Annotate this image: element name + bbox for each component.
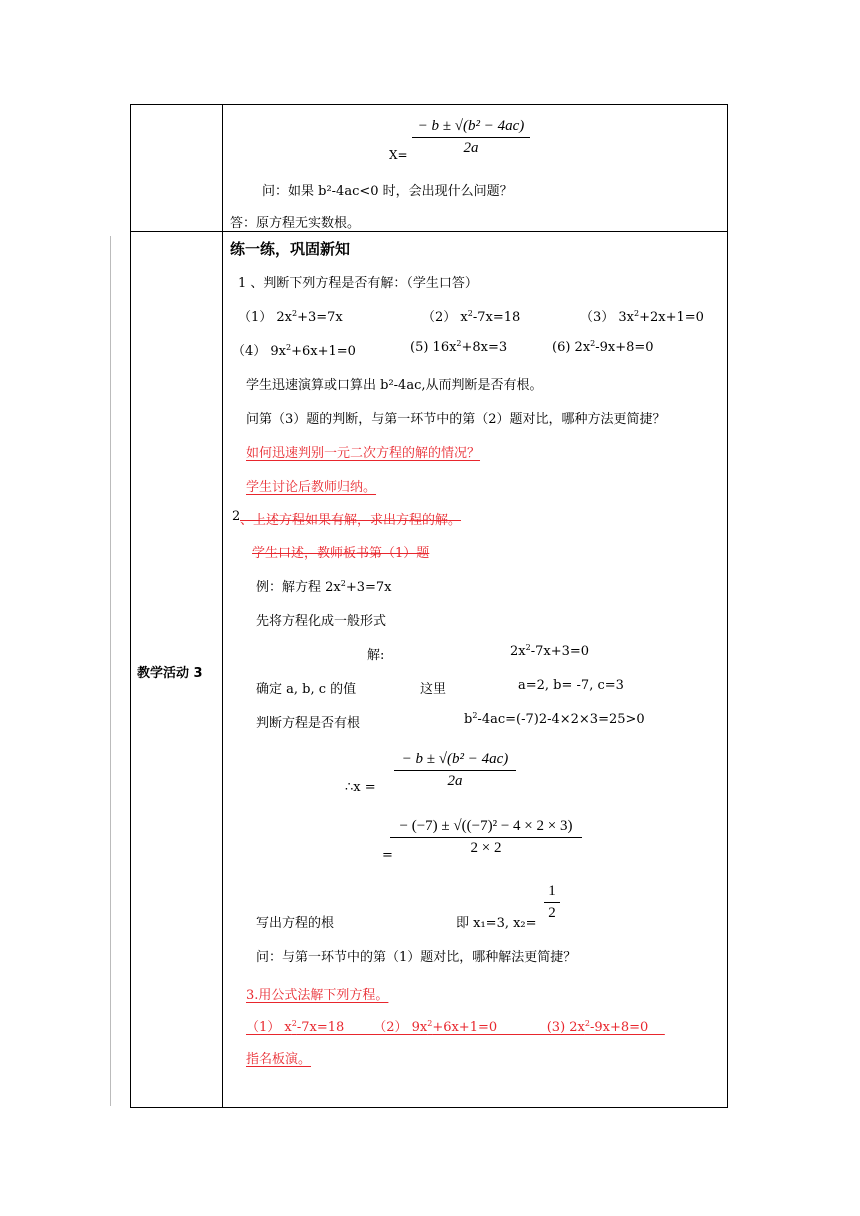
table-border-top [130,104,728,105]
step-general-form: 先将方程化成一般形式 [256,614,387,629]
q1-item-4: （4） $9x^2+6x+1=0$ [232,343,356,359]
margin-rule [110,236,111,1106]
table-border-left [130,104,131,1108]
judge-label: 判断方程是否有根 [256,716,361,731]
section-title: 练一练，巩固新知 [230,240,351,258]
table-border-bottom [130,1107,728,1108]
roots-label: 写出方程的根 [256,916,335,931]
fraction-bar [412,137,530,138]
q1-note-2: 问第（3）题的判断，与第一环节中的第（2）题对比，哪种方法更简捷？ [246,412,666,427]
half-fraction [544,883,560,922]
q1-red-question: 如何迅速判别一元二次方程的解的情况？ [246,446,481,461]
fraction-bar [390,837,582,838]
formula-2-denominator: 2 × 2 [470,840,502,856]
compare-question: 问：与第一环节中的第（1）题对比，哪种解法更简捷？ [256,950,577,965]
q3-title: 3.用公式法解下列方程。 [246,988,389,1003]
half-denominator: 2 [548,905,556,921]
table-column-divider [222,104,223,1108]
example-line: 例：解方程 $2x^2+3=7x$ [256,579,392,595]
formula-prefix: X= [389,148,408,162]
fraction-bar [394,770,516,771]
formula-2-numerator: − (−7) ± √((−7)² − 4 × 2 × 3) [399,818,573,834]
formula-fraction-2 [390,818,582,857]
abc-label: 确定 a, b, c 的值 [256,682,357,697]
abc-values: a=2, b= -7, c=3 [518,678,624,693]
q1-note-1: 学生迅速演算或口算出 b²-4ac,从而判断是否有根。 [246,378,543,393]
q1-item-2: （2） $x^2-7x=18$ [422,309,521,325]
here-label: 这里 [420,682,447,697]
table-border-right [727,104,728,1108]
q3-tail: 指名板演。 [246,1052,312,1067]
formula-1-numerator: − b ± √(b² − 4ac) [401,751,509,767]
discriminant: $b^2-4ac=(-7)2-4\times 2\times 3=25>0$ [464,711,645,727]
q1-item-6: (6) $2x^2-9x+8=0$ [552,339,654,355]
q1-item-1: （1） $2x^2+3=7x$ [238,309,343,325]
formula-1-denominator: 2a [447,773,463,789]
q3-items: （1） $x^2-7x=18$ （2） $9x^2+6x+1=0$ (3) $2x^2-9x+8=0$ [246,1019,665,1035]
formula-fraction-1 [394,751,516,790]
general-form: $2x^2-7x+3=0$ [510,643,590,659]
q1-item-3: （3） $3x^2+2x+1=0$ [580,309,704,325]
roots-values: 即 x₁=3, x₂= [456,916,537,931]
q1-item-5: (5) $16x^2+8x=3$ [410,339,508,355]
jie-label: 解: [367,648,385,663]
activity-label: 教学活动 3 [137,666,203,681]
table-row-divider [130,231,728,232]
half-numerator: 1 [548,883,556,899]
equals-sign: = [382,848,393,863]
formula-denominator: 2a [463,140,479,156]
question-text: 问：如果 b²-4ac<0 时，会出现什么问题？ [262,184,513,199]
therefore-x: ∴x = [345,780,376,795]
fraction-bar [544,902,560,903]
q2-struck-title: 、上述方程如果有解，求出方程的解。 [240,513,462,528]
formula-numerator: − b ± √(b² − 4ac) [417,118,525,134]
q2-struck-note: 学生口述，教师板书第（1）题 [252,546,430,561]
quadratic-formula [412,118,530,157]
q2-number: 2 [232,509,241,524]
answer-text: 答：原方程无实数根。 [230,216,361,231]
q1-red-note: 学生讨论后教师归纳。 [246,480,377,495]
q1-title: 1 、判断下列方程是否有解：（学生口答） [238,276,478,291]
